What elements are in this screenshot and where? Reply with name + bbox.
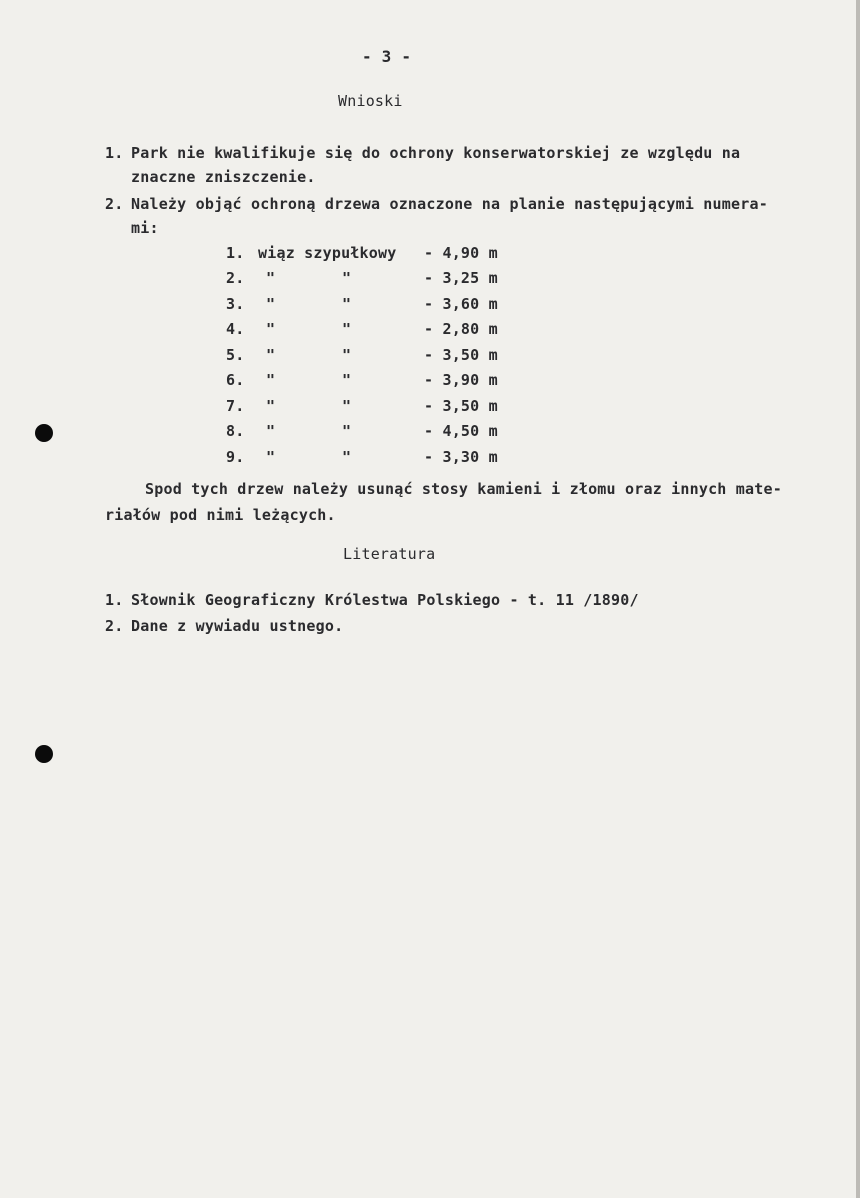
tree-number: 9. [226,448,245,466]
conclusion-item-1 [105,144,741,162]
tree-row [226,448,526,470]
ditto-mark: " [342,422,352,440]
conclusions-heading: Wnioski [338,92,403,110]
tree-row [226,320,526,342]
tree-row [226,244,526,266]
ditto-mark: " [266,422,276,440]
ditto-mark: " [342,320,352,338]
item-number: 2. [105,195,124,213]
ditto-mark: " [266,448,276,466]
ditto-mark: " [266,371,276,389]
tree-height: - 3,50 m [424,397,498,415]
tree-height: - 3,60 m [424,295,498,313]
literature-heading: Literatura [343,545,436,563]
ditto-mark: " [266,295,276,313]
item-text-line-2: znaczne zniszczenie. [131,168,316,186]
tree-number: 7. [226,397,245,415]
conclusion-item-2 [105,195,768,213]
ditto-mark: " [266,346,276,364]
tree-species: wiąz szypułkowy [258,244,397,262]
tree-height: - 2,80 m [424,320,498,338]
tree-height: - 4,90 m [424,244,498,262]
tree-row [226,346,526,368]
ditto-mark: " [266,320,276,338]
ditto-mark: " [266,269,276,287]
item-text-line-1: Należy objąć ochroną drzewa oznaczone na planie następującymi numera- [131,195,768,213]
tree-height: - 3,30 m [424,448,498,466]
item-number: 1. [105,591,124,609]
note-line-1: Spod tych drzew należy usunąć stosy kamieni i złomu oraz innych mate- [145,480,782,498]
tree-number: 8. [226,422,245,440]
ditto-mark: " [342,371,352,389]
page-number: - 3 - [362,47,412,66]
page-edge [856,0,860,1198]
tree-height: - 4,50 m [424,422,498,440]
tree-number: 4. [226,320,245,338]
tree-height: - 3,90 m [424,371,498,389]
ditto-mark: " [342,448,352,466]
ditto-mark: " [342,295,352,313]
binder-hole [35,424,53,442]
tree-row [226,371,526,393]
tree-height: - 3,50 m [424,346,498,364]
tree-row [226,422,526,444]
tree-number: 2. [226,269,245,287]
tree-row [226,269,526,291]
item-text-line-2: mi: [131,219,159,237]
ditto-mark: " [342,397,352,415]
tree-number: 5. [226,346,245,364]
ditto-mark: " [266,397,276,415]
item-number: 1. [105,144,124,162]
item-text-line-1: Park nie kwalifikuje się do ochrony konserwatorskiej ze względu na [131,144,741,162]
literature-text: Dane z wywiadu ustnego. [131,617,344,635]
note-line-2: riałów pod nimi leżących. [105,506,336,524]
literature-item-1 [105,591,639,609]
tree-row [226,295,526,317]
tree-number: 6. [226,371,245,389]
ditto-mark: " [342,269,352,287]
tree-number: 1. [226,244,245,262]
binder-hole [35,745,53,763]
item-number: 2. [105,617,124,635]
tree-number: 3. [226,295,245,313]
tree-row [226,397,526,419]
tree-height: - 3,25 m [424,269,498,287]
literature-text: Słownik Geograficzny Królestwa Polskiego - t. 11 /1890/ [131,591,639,609]
ditto-mark: " [342,346,352,364]
literature-item-2 [105,617,344,635]
